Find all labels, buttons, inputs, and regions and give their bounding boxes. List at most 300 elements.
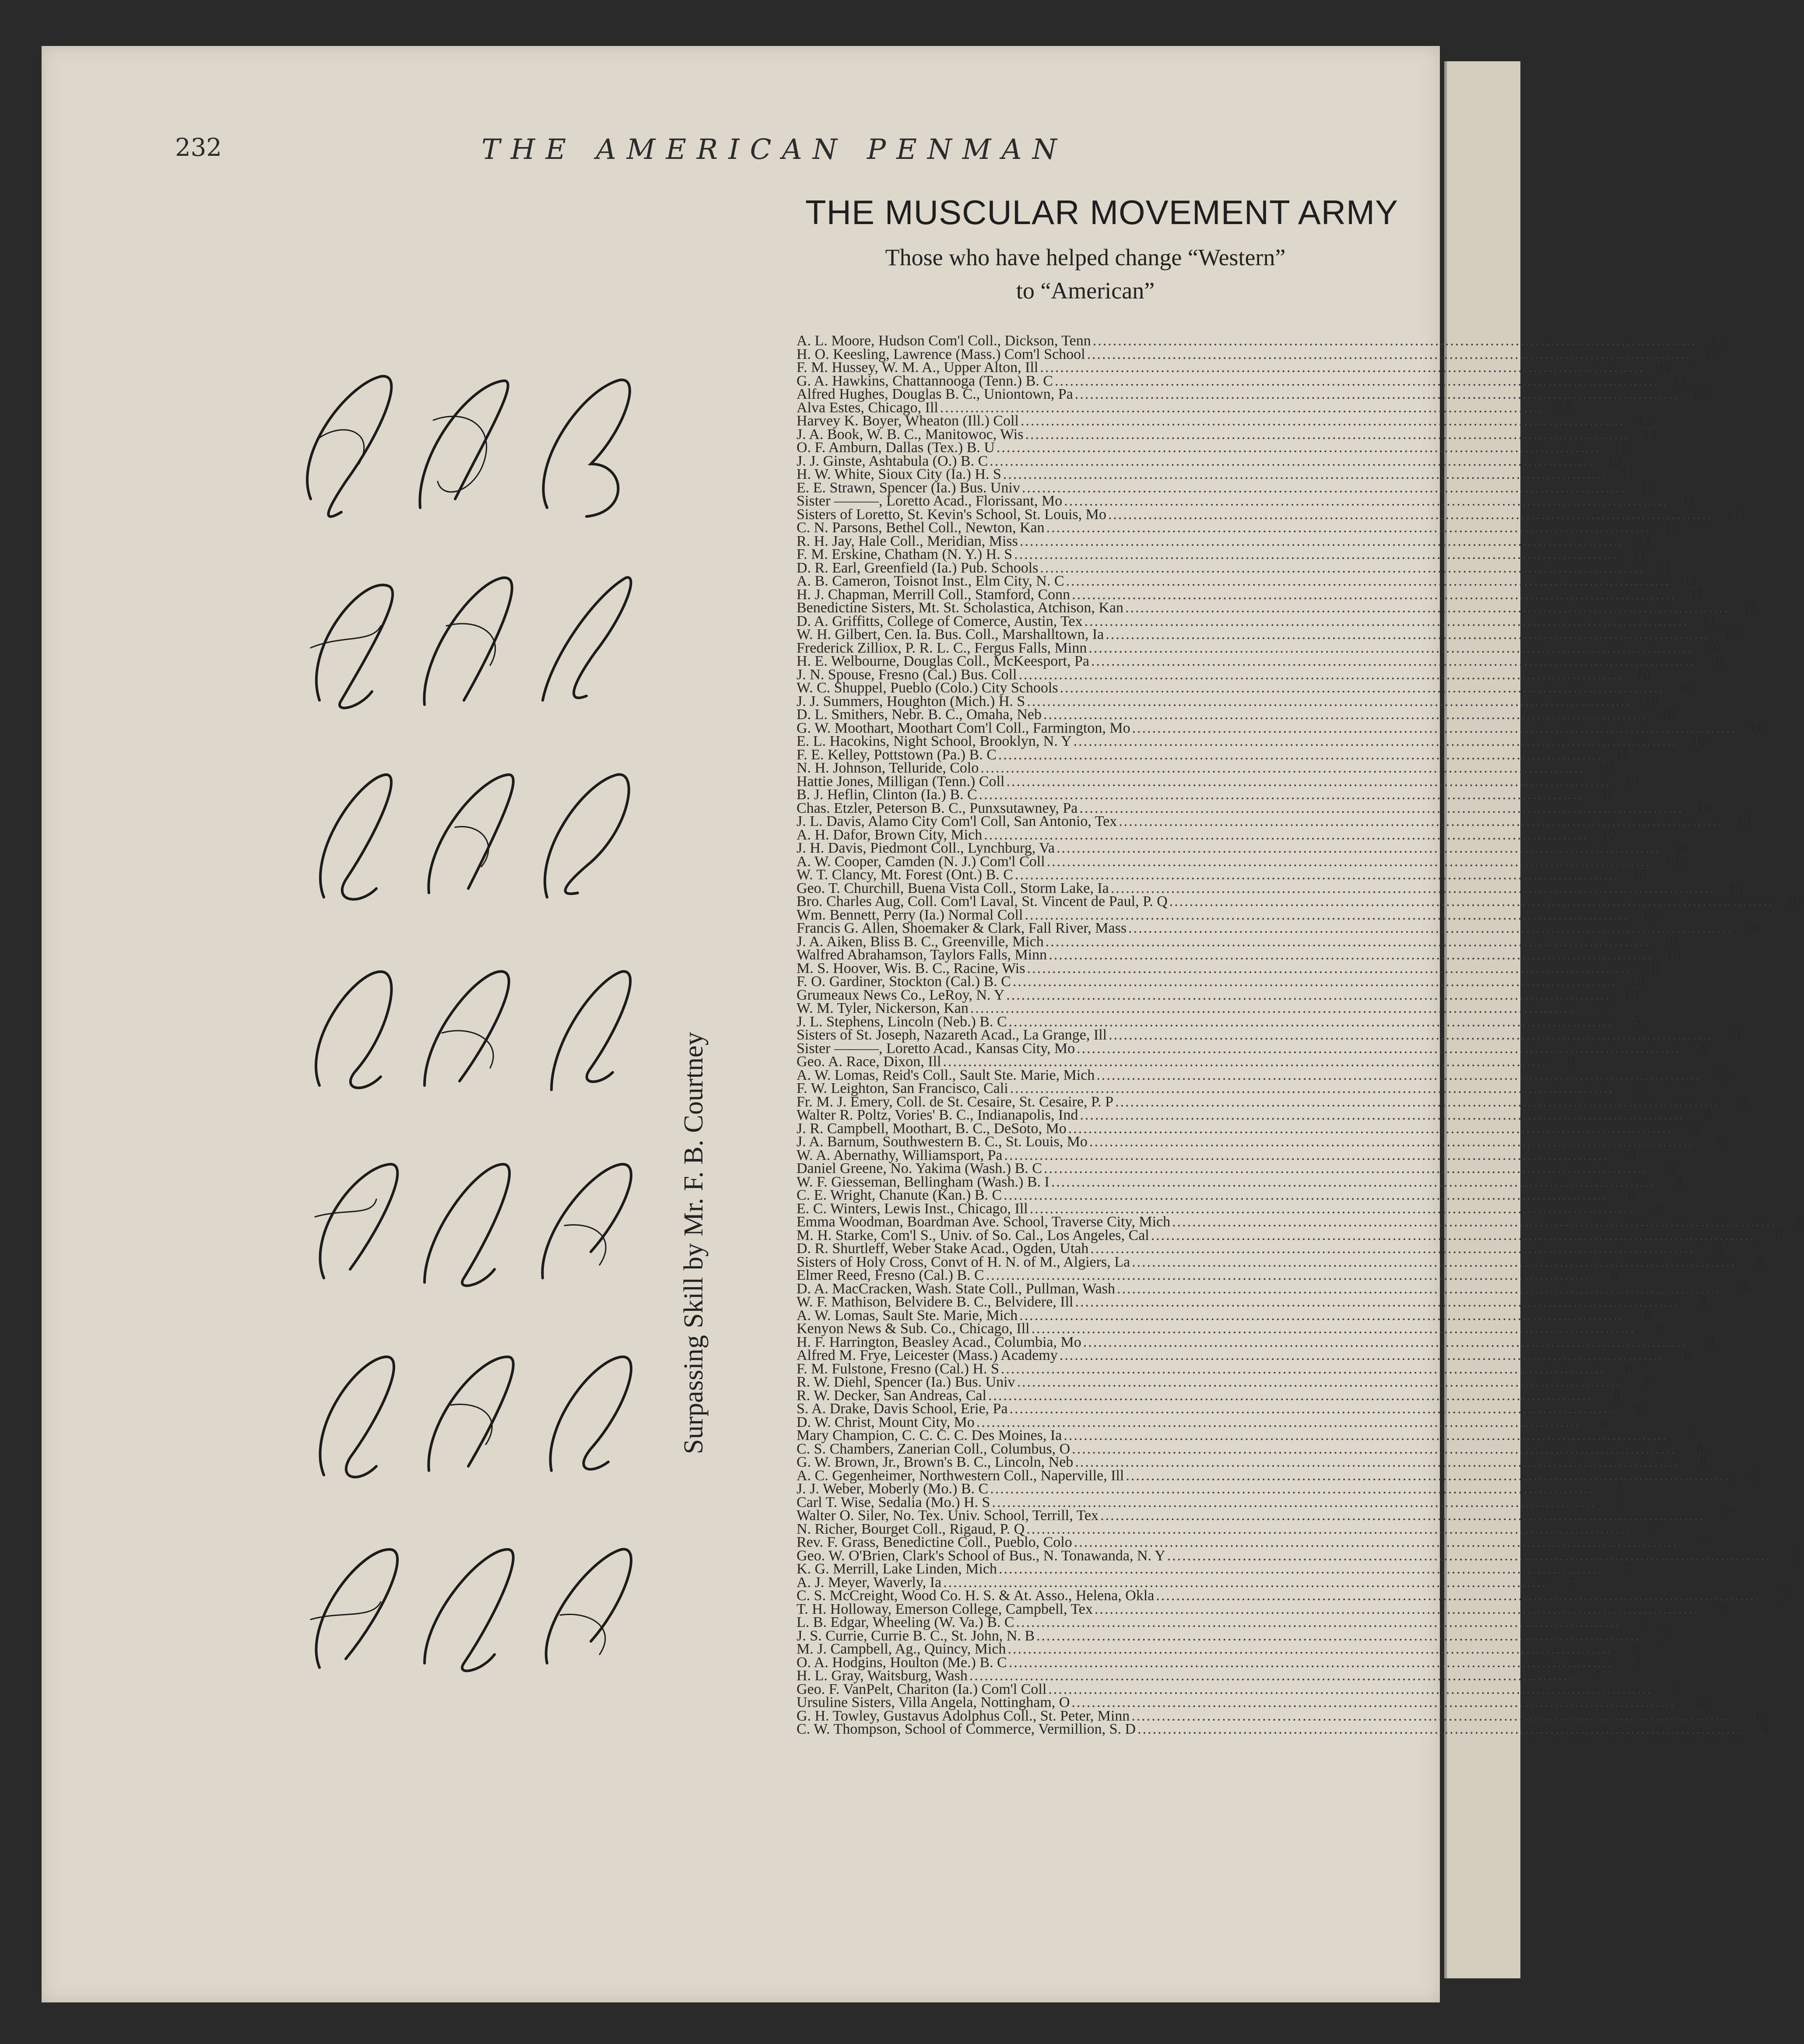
entry-name: Geo. W. O'Brien, Clark's School of Bus., N. Tonawanda, N. Y [797,1547,1165,1564]
entry-name: N. H. Johnson, Telluride, Colo [797,760,979,776]
entry-name: Chas. Etzler, Peterson B. C., Punxsutawney, Pa [797,800,1078,816]
entry-count: 6 [1756,1707,1764,1724]
leader-dots: ........................................................................................................................ [1036,1627,1641,1644]
leader-dots: ........................................................................................................................ [1125,600,1729,616]
list-item [797,1561,1631,1577]
entry-count: 10 [1666,947,1681,963]
running-head: THE AMERICAN PENMAN [481,133,1067,166]
leader-dots: ........................................................................................................................ [1027,960,1631,976]
entry-name: Walter R. Poltz, Vories' B. C., Indianapolis, Ind [797,1107,1078,1123]
entry-count: 12 [1657,359,1672,376]
entry-name: M. S. Hoover, Wis. B. C., Racine, Wis [797,960,1025,976]
leader-dots: ........................................................................................................................ [1056,840,1660,856]
entry-name: L. B. Edgar, Wheeling (W. Va.) B. C [797,1614,1014,1630]
entry-count: 9 [1668,1160,1676,1177]
entry-name: Kenyon News & Sub. Co., Chicago, Ill [797,1321,1030,1337]
entry-count: 7 [1623,1561,1631,1577]
entry-count: 10 [1706,639,1721,656]
list-item [797,813,1751,829]
list-item [797,573,1698,589]
entry-name: H. L. Gray, Waitsburg, Wash [797,1668,968,1684]
entry-name: F. E. Kelley, Pottstown (Pa.) B. C [797,746,997,763]
entry-name: R. H. Jay, Hale Coll., Meridian, Miss [797,533,1018,549]
entry-count: 10 [1615,746,1630,763]
entry-name: Sisters of St. Joseph, Nazareth Acad., La Grange, Ill [797,1027,1107,1043]
list-item [797,1294,1707,1310]
entry-name: N. Richer, Bourget Coll., Rigaud, P. Q [797,1521,1025,1537]
entry-count: 10 [1662,933,1678,950]
leader-dots: ........................................................................................................................ [990,453,1594,469]
entry-name: Emma Woodman, Boardman Ave. School, Traverse City, Mich [797,1214,1171,1230]
entry-count: 7 [1616,1494,1624,1510]
entry-count: 12 [1671,372,1687,389]
leader-dots: ........................................................................................................................ [1010,1080,1614,1096]
entry-name: Geo. F. VanPelt, Chariton (Ia.) Com'l Coll [797,1681,1047,1697]
list-item [797,1134,1721,1150]
list-item [797,1000,1602,1016]
list-item [797,626,1738,643]
entry-name: J. H. Davis, Piedmont Coll., Lynchburg, Va [797,840,1055,856]
entry-name: W. T. Clancy, Mt. Forest (Ont.) B. C [797,867,1013,883]
entry-count: 8 [1797,1214,1804,1230]
entry-name: W. A. Abernathy, Williamsport, Pa [797,1147,1003,1163]
entry-name: Alfred Hughes, Douglas B. C., Uniontown, Pa [797,386,1073,402]
entry-name: W. M. Tyler, Nickerson, Kan [797,1000,969,1016]
leader-dots: ........................................................................................................................ [1051,1173,1655,1190]
leader-dots: ........................................................................................................................ [1074,386,1679,402]
leader-dots: ........................................................................................................................ [1043,1160,1648,1177]
leader-dots: ........................................................................................................................ [1006,987,1611,1003]
entry-name: Sisters of Loretto, St. Kevin's School, St. Louis, Mo [797,506,1106,523]
entry-name: D. A. Griffitts, College of Comerce, Austin, Tex [797,613,1083,629]
leader-dots: ........................................................................................................................ [1045,933,1650,950]
leader-dots: ........................................................................................................................ [992,1494,1596,1510]
entry-name: J. L. Davis, Alamo City Com'l Coll, San Antonio, Tex [797,813,1117,829]
entry-count: 9 [1633,1013,1641,1030]
list-item [797,1267,1618,1283]
entry-name: J. L. Stephens, Lincoln (Neb.) B. C [797,1013,1007,1030]
list-item [797,947,1681,963]
entry-name: A. H. Dafor, Brown City, Mich [797,826,983,843]
entry-count: 10 [1623,987,1639,1003]
entry-name: S. A. Drake, Davis School, Erie, Pa [797,1401,1008,1417]
entry-name: R. W. Diehl, Spencer (Ia.) Bus. Univ [797,1374,1015,1390]
entry-name: O. A. Hodgins, Houlton (Me.) B. C [797,1654,1007,1671]
leader-dots: ........................................................................................................................ [1172,1214,1776,1230]
entry-count: 7 [1698,1534,1706,1550]
entry-count: 7 [1725,1507,1733,1524]
leader-dots: ........................................................................................................................ [1074,1534,1678,1550]
entry-count: 7 [1633,1654,1641,1671]
leader-dots: ........................................................................................................................ [1019,533,1624,549]
leader-dots: ........................................................................................................................ [1072,1440,1676,1457]
entry-count: 12 [1704,346,1719,362]
list-item [797,1160,1676,1177]
entry-name: J. R. Campbell, Moothart, B. C., DeSoto, Mo [797,1120,1067,1137]
entry-count: 8 [1707,1334,1715,1350]
entry-count: 10 [1677,680,1692,696]
entry-name: Geo. A. Race, Dixon, Ill [797,1054,941,1070]
entry-count: 10 [1736,813,1751,829]
entry-name: Elmer Reed, Fresno (Cal.) B. C [797,1267,984,1283]
leader-dots: ........................................................................................................................ [1096,1067,1701,1083]
entry-name: Daniel Greene, No. Yakima (Wash.) B. C [797,1160,1042,1177]
leader-dots: ........................................................................................................................ [986,1267,1590,1283]
entry-name: J. J. Ginste, Ashtabula (O.) B. C [797,453,988,469]
entry-name: Sisters of Holy Cross, Convt of H. N. of M., Algiers, La [797,1254,1130,1270]
entry-name: A. L. Moore, Hudson Com'l Coll., Dickson, Tenn [797,333,1091,349]
entry-count: 10 [1623,773,1639,790]
entry-count: 12 [1642,426,1657,443]
entry-count: 10 [1644,960,1659,976]
entry-count: 9 [1675,1173,1683,1190]
entry-count: 11 [1621,466,1635,482]
entry-count: 10 [1745,920,1761,936]
entry-count: 10 [1786,893,1801,910]
entry-count: 11 [1657,559,1672,576]
leader-dots: ........................................................................................................................ [1019,1307,1624,1324]
list-item [797,920,1761,936]
leader-dots: ........................................................................................................................ [1068,1120,1672,1137]
entry-count: 9 [1629,1147,1636,1163]
leader-dots: ........................................................................................................................ [1027,693,1631,709]
article-subtitle [845,241,1326,307]
entry-count: 9 [1594,1000,1602,1016]
entry-name: E. L. Hacokins, Night School, Brooklyn, N. Y [797,733,1072,749]
entry-count: 8 [1625,1360,1633,1377]
list-item [797,1027,1741,1043]
list-item [797,546,1646,562]
entry-count: 11 [1681,493,1696,509]
entry-name: A. B. Cameron, Toisnot Inst., Elm City, N. C [797,573,1064,589]
leader-dots: ........................................................................................................................ [1026,1521,1631,1537]
entry-name: T. H. Holloway, Emerson College, Campbell, Tex [797,1601,1093,1617]
entry-count: 10 [1749,720,1764,736]
leader-dots: ........................................................................................................................ [1167,1547,1771,1564]
list-item [797,1374,1649,1390]
leader-dots: ........................................................................................................................ [1029,1200,1634,1217]
entry-count: 8 [1715,1240,1723,1257]
entry-name: J. A. Book, W. B. C., Manitowoc, Wis [797,426,1024,443]
entry-name: E. C. Winters, Lewis Inst., Chicago, Ill [797,1200,1028,1217]
entry-name: J. A. Aiken, Bliss B. C., Greenville, Mich [797,933,1044,950]
entry-name: Harvey K. Boyer, Wheaton (Ill.) Coll [797,413,1019,429]
entry-name: J. A. Barnum, Southwestern B. C., St. Louis, Mo [797,1134,1088,1150]
page-number: 232 [175,133,222,162]
leader-dots: ........................................................................................................................ [988,1387,1592,1404]
entry-name: F. M. Erskine, Chatham (N. Y.) H. S [797,546,1013,562]
entry-count: 10 [1664,853,1679,870]
entry-count: 11 [1664,520,1678,536]
entry-count: 12 [1709,333,1725,349]
entry-count: 9 [1701,1040,1709,1057]
entry-name: F. W. Leighton, San Francisco, Cali [797,1080,1008,1096]
entry-name: C. W. Thompson, School of Commerce, Vermillion, S. D [797,1721,1136,1737]
leader-dots: ........................................................................................................................ [1079,800,1684,816]
illustration-caption: Surpassing Skill by Mr. F. B. Courtney [679,1032,709,1454]
entry-name: H. W. White, Sioux City (Ia.) H. S [797,466,1001,482]
leader-dots: ........................................................................................................................ [1046,520,1650,536]
leader-dots: ........................................................................................................................ [1126,1467,1730,1484]
entry-count: 10 [1644,693,1659,709]
entry-name: G. W. Moothart, Moothart Com'l Coll., Farmington, Mo [797,720,1130,736]
entry-count: 8 [1612,1387,1620,1404]
list-item [797,1641,1640,1657]
entry-name: G. A. Hawkins, Chattannooga (Tenn.) B. C [797,372,1053,389]
leader-dots: ........................................................................................................................ [1020,413,1625,429]
entry-name: A. W. Lomas, Sault Ste. Marie, Mich [797,1307,1018,1324]
entry-count: 7 [1780,1587,1788,1604]
leader-dots: ........................................................................................................................ [1094,1601,1699,1617]
leader-dots: ........................................................................................................................ [1106,626,1710,643]
entry-count: 8 [1699,1454,1707,1470]
entry-name: Francis G. Allen, Shoemaker & Clark, Fall River, Mass [797,920,1127,936]
entry-count: 6 [1696,1694,1704,1710]
entry-name: Ursuline Sisters, Villa Angela, Nottingham, O [797,1694,1070,1710]
leader-dots: ........................................................................................................................ [1088,639,1693,656]
entry-count: 8 [1656,1321,1664,1337]
entry-name: Fr. M. J. Emery, Coll. de St. Cesaire, St. Cesaire, P. P [797,1093,1114,1110]
leader-dots: ........................................................................................................................ [1025,426,1629,443]
entry-name: H. F. Harrington, Beasley Acad., Columbia, Mo [797,1334,1081,1350]
entry-name: C. N. Parsons, Bethel Coll., Newton, Kan [797,520,1045,536]
entry-name: H. E. Welbourne, Douglas Coll., McKeesport, Pa [797,653,1089,669]
entry-count: 8 [1628,1187,1636,1203]
entry-count: 10 [1708,653,1723,669]
list-item [797,706,1675,723]
entry-count: 9 [1634,1080,1642,1096]
leader-dots: ........................................................................................................................ [1008,1654,1613,1671]
entry-name: O. F. Amburn, Dallas (Tex.) B. U [797,439,995,456]
entry-count: 7 [1568,1574,1576,1591]
leader-dots: ........................................................................................................................ [1073,733,1678,749]
entry-count: 12 [1557,399,1572,416]
list-item [797,1587,1788,1604]
list-item [797,1694,1704,1710]
leader-dots: ........................................................................................................................ [1137,1721,1742,1737]
list-item [797,1107,1712,1123]
entry-name: W. H. Gilbert, Cen. Ia. Bus. Coll., Marshalltown, Ia [797,626,1104,643]
entry-count: 8 [1654,1200,1662,1217]
leader-dots: ........................................................................................................................ [1131,1707,1736,1724]
entry-count: 11 [1689,586,1704,603]
list-item [797,413,1653,429]
entry-count: 8 [1641,1374,1649,1390]
entry-count: 8 [1684,1347,1692,1363]
entry-name: Walter O. Siler, No. Tex. Univ. School, Terrill, Tex [797,1507,1099,1524]
entry-count: 7 [1719,1601,1727,1617]
entry-count: 11 [1637,533,1652,549]
leader-dots: ........................................................................................................................ [1003,466,1607,482]
entry-count: 8 [1610,1267,1618,1283]
entry-name: C. E. Wright, Chanute (Kan.) B. C [797,1187,1002,1203]
entry-count: 7 [1791,1547,1799,1564]
list-item [797,1721,1770,1737]
entry-count: 8 [1750,1467,1758,1484]
script-capitals-drawing [245,333,683,1821]
entry-count: 11 [1683,573,1698,589]
list-item [797,1321,1664,1337]
list-item [797,1401,1642,1417]
leader-dots: ........................................................................................................................ [1007,1641,1612,1657]
list-item [797,1427,1696,1443]
leader-dots: ........................................................................................................................ [1006,773,1611,790]
entry-name: J. S. Currie, Currie B. C., St. John, N. B [797,1627,1035,1644]
leader-dots: ........................................................................................................................ [1009,1401,1614,1417]
entry-name: R. W. Decker, San Andreas, Cal [797,1387,986,1404]
leader-dots: ........................................................................................................................ [1128,920,1733,936]
leader-dots: ........................................................................................................................ [1080,1107,1684,1123]
entry-name: Carl T. Wise, Sedalia (Mo.) H. S [797,1494,990,1510]
entry-name: G. H. Towley, Gustavus Adolphus Coll., St. Peter, Minn [797,1707,1130,1724]
leader-dots: ........................................................................................................................ [1000,1360,1605,1377]
list-item [797,359,1672,376]
leader-dots: ........................................................................................................................ [1077,1040,1681,1057]
entry-count: 10 [1601,826,1616,843]
entry-name: C. S. McCreight, Wood Co. H. S. & At. Asso., Helena, Okla [797,1587,1155,1604]
entry-name: D. L. Smithers, Nebr. B. C., Omaha, Neb [797,706,1042,723]
entry-count: 11 [1726,506,1740,523]
list-item [797,1614,1648,1630]
entry-name: D. R. Shurtleff, Weber Stake Acad., Ogden, Utah [797,1240,1089,1257]
list-item [797,466,1635,482]
entry-name: H. O. Keesling, Lawrence (Mass.) Com'l School [797,346,1085,362]
list-item [797,653,1723,669]
list-item [797,600,1757,616]
leader-dots: ........................................................................................................................ [1040,559,1644,576]
leader-dots: ........................................................................................................................ [1100,1507,1705,1524]
entry-count: 8 [1741,1280,1749,1297]
entry-count: 10 [1690,733,1706,749]
leader-dots: ........................................................................................................................ [940,399,1544,416]
list-item [797,1240,1723,1257]
entry-count: 10 [1629,973,1645,990]
entry-name: A. W. Lomas, Reid's Coll., Sault Ste. Marie, Mich [797,1067,1095,1083]
entry-count: 11 [1632,546,1646,562]
entry-count: 7 [1614,1481,1622,1497]
leader-dots: ........................................................................................................................ [1091,653,1695,669]
entry-name: Sister ———, Loretto Acad., Kansas City, Mo [797,1040,1075,1057]
leader-dots: ........................................................................................................................ [1132,720,1736,736]
entry-count: 8 [1699,1294,1707,1310]
entry-count: 9 [1721,1067,1729,1083]
leader-dots: ........................................................................................................................ [1072,586,1676,603]
entry-count: 10 [1632,867,1647,883]
entry-name: A. J. Meyer, Waverly, Ia [797,1574,942,1591]
entry-name: Grumeaux News Co., LeRoy, N. Y [797,987,1005,1003]
entry-count: 10 [1660,706,1675,723]
list-item [797,1668,1601,1684]
leader-dots: ........................................................................................................................ [1115,1093,1720,1110]
entry-name: D. W. Christ, Mount City, Mo [797,1414,975,1430]
leader-dots: ........................................................................................................................ [984,826,1588,843]
ornamental-script-capitals [245,333,683,1821]
leader-dots: ........................................................................................................................ [1151,1227,1755,1243]
list-item [797,1507,1733,1524]
leader-dots: ........................................................................................................................ [970,1000,1574,1016]
leader-dots: ........................................................................................................................ [1018,666,1623,683]
leader-dots: ........................................................................................................................ [1075,1294,1679,1310]
list-item [797,1054,1575,1070]
leader-dots: ........................................................................................................................ [1017,1374,1621,1390]
entry-count: 10 [1597,760,1613,776]
list-item [797,840,1688,856]
entry-count: 7 [1640,1614,1648,1630]
leader-dots: ........................................................................................................................ [1012,973,1617,990]
entry-name: Alfred M. Frye, Leicester (Mass.) Academy [797,1347,1058,1363]
entry-name: Rev. F. Grass, Benedictine Coll., Pueblo, Colo [797,1534,1072,1550]
list-item [797,680,1692,696]
list-item [797,1534,1706,1550]
leader-dots: ........................................................................................................................ [1060,680,1664,696]
subtitle-line-2: to “American” [1016,277,1155,304]
entry-count: 11 [1743,600,1757,616]
list-item [797,386,1707,402]
leader-dots: ........................................................................................................................ [1075,1454,1679,1470]
subtitle-line-1: Those who have helped change “Western” [885,244,1286,270]
leader-dots: ........................................................................................................................ [1064,493,1668,509]
entry-name: A. W. Cooper, Camden (N. J.) Com'l Coll [797,853,1045,870]
entry-count: 9 [1733,1027,1741,1043]
leader-dots: ........................................................................................................................ [1063,1427,1668,1443]
list-item [797,1454,1707,1470]
leader-dots: ........................................................................................................................ [1016,1614,1620,1630]
leader-dots: ........................................................................................................................ [979,787,1583,803]
entry-count: 11 [1639,479,1654,496]
entry-count: 9 [1567,1054,1575,1070]
entry-count: 6 [1673,1681,1681,1697]
entry-count: 10 [1642,906,1657,923]
entry-count: 7 [1661,1627,1669,1644]
entry-count: 6 [1762,1721,1770,1737]
entry-name: W. F. Mathison, Belvidere B. C., Belvidere, Ill [797,1294,1074,1310]
entry-count: 9 [1704,1107,1712,1123]
leader-dots: ........................................................................................................................ [1119,813,1723,829]
entry-name: F. O. Gardiner, Stockton (Cal.) B. C [797,973,1011,990]
entry-name: D. R. Earl, Greenfield (Ia.) Pub. Schools [797,559,1039,576]
leader-dots: ........................................................................................................................ [1014,867,1619,883]
leader-dots: ........................................................................................................................ [1049,947,1653,963]
entry-name: A. C. Gegenheimer, Northwestern Coll., Naperville, Ill [797,1467,1124,1484]
entry-count: 8 [1775,1227,1783,1243]
entry-name: Alva Estes, Chicago, Ill [797,399,938,416]
leader-dots: ........................................................................................................................ [1116,1280,1721,1297]
entry-name: J. N. Spouse, Fresno (Cal.) Bus. Coll [797,666,1017,683]
entry-name: Hattie Jones, Milligan (Tenn.) Coll [797,773,1005,790]
entry-name: M. H. Starke, Com'l S., Univ. of So. Cal., Los Angeles, Cal [797,1227,1149,1243]
entry-name: M. J. Campbell, Ag., Quincy, Mich [797,1641,1006,1657]
entry-name: K. G. Merrill, Lake Linden, Mich [797,1561,997,1577]
entry-count: 8 [1600,1414,1608,1430]
leader-dots: ........................................................................................................................ [1090,1240,1695,1257]
list-item [797,1481,1622,1497]
entry-name: Frederick Zilliox, P. R. L. C., Fergus Falls, Minn [797,639,1087,656]
entry-name: F. M. Fulstone, Fresno (Cal.) H. S [797,1360,999,1377]
entry-count: 10 [1727,880,1743,896]
list-item [797,1080,1642,1096]
list-item [797,1214,1804,1230]
entry-name: J. J. Summers, Houghton (Mich.) H. S [797,693,1025,709]
list-item [797,439,1629,456]
leader-dots: ........................................................................................................................ [1092,333,1697,349]
leader-dots: ........................................................................................................................ [1169,893,1773,910]
leader-dots: ........................................................................................................................ [1040,359,1644,376]
list-item [797,760,1613,776]
leader-dots: ........................................................................................................................ [1083,1334,1687,1350]
entry-count: 12 [1613,439,1629,456]
leader-dots: ........................................................................................................................ [998,746,1602,763]
leader-dots: ........................................................................................................................ [1071,1694,1676,1710]
